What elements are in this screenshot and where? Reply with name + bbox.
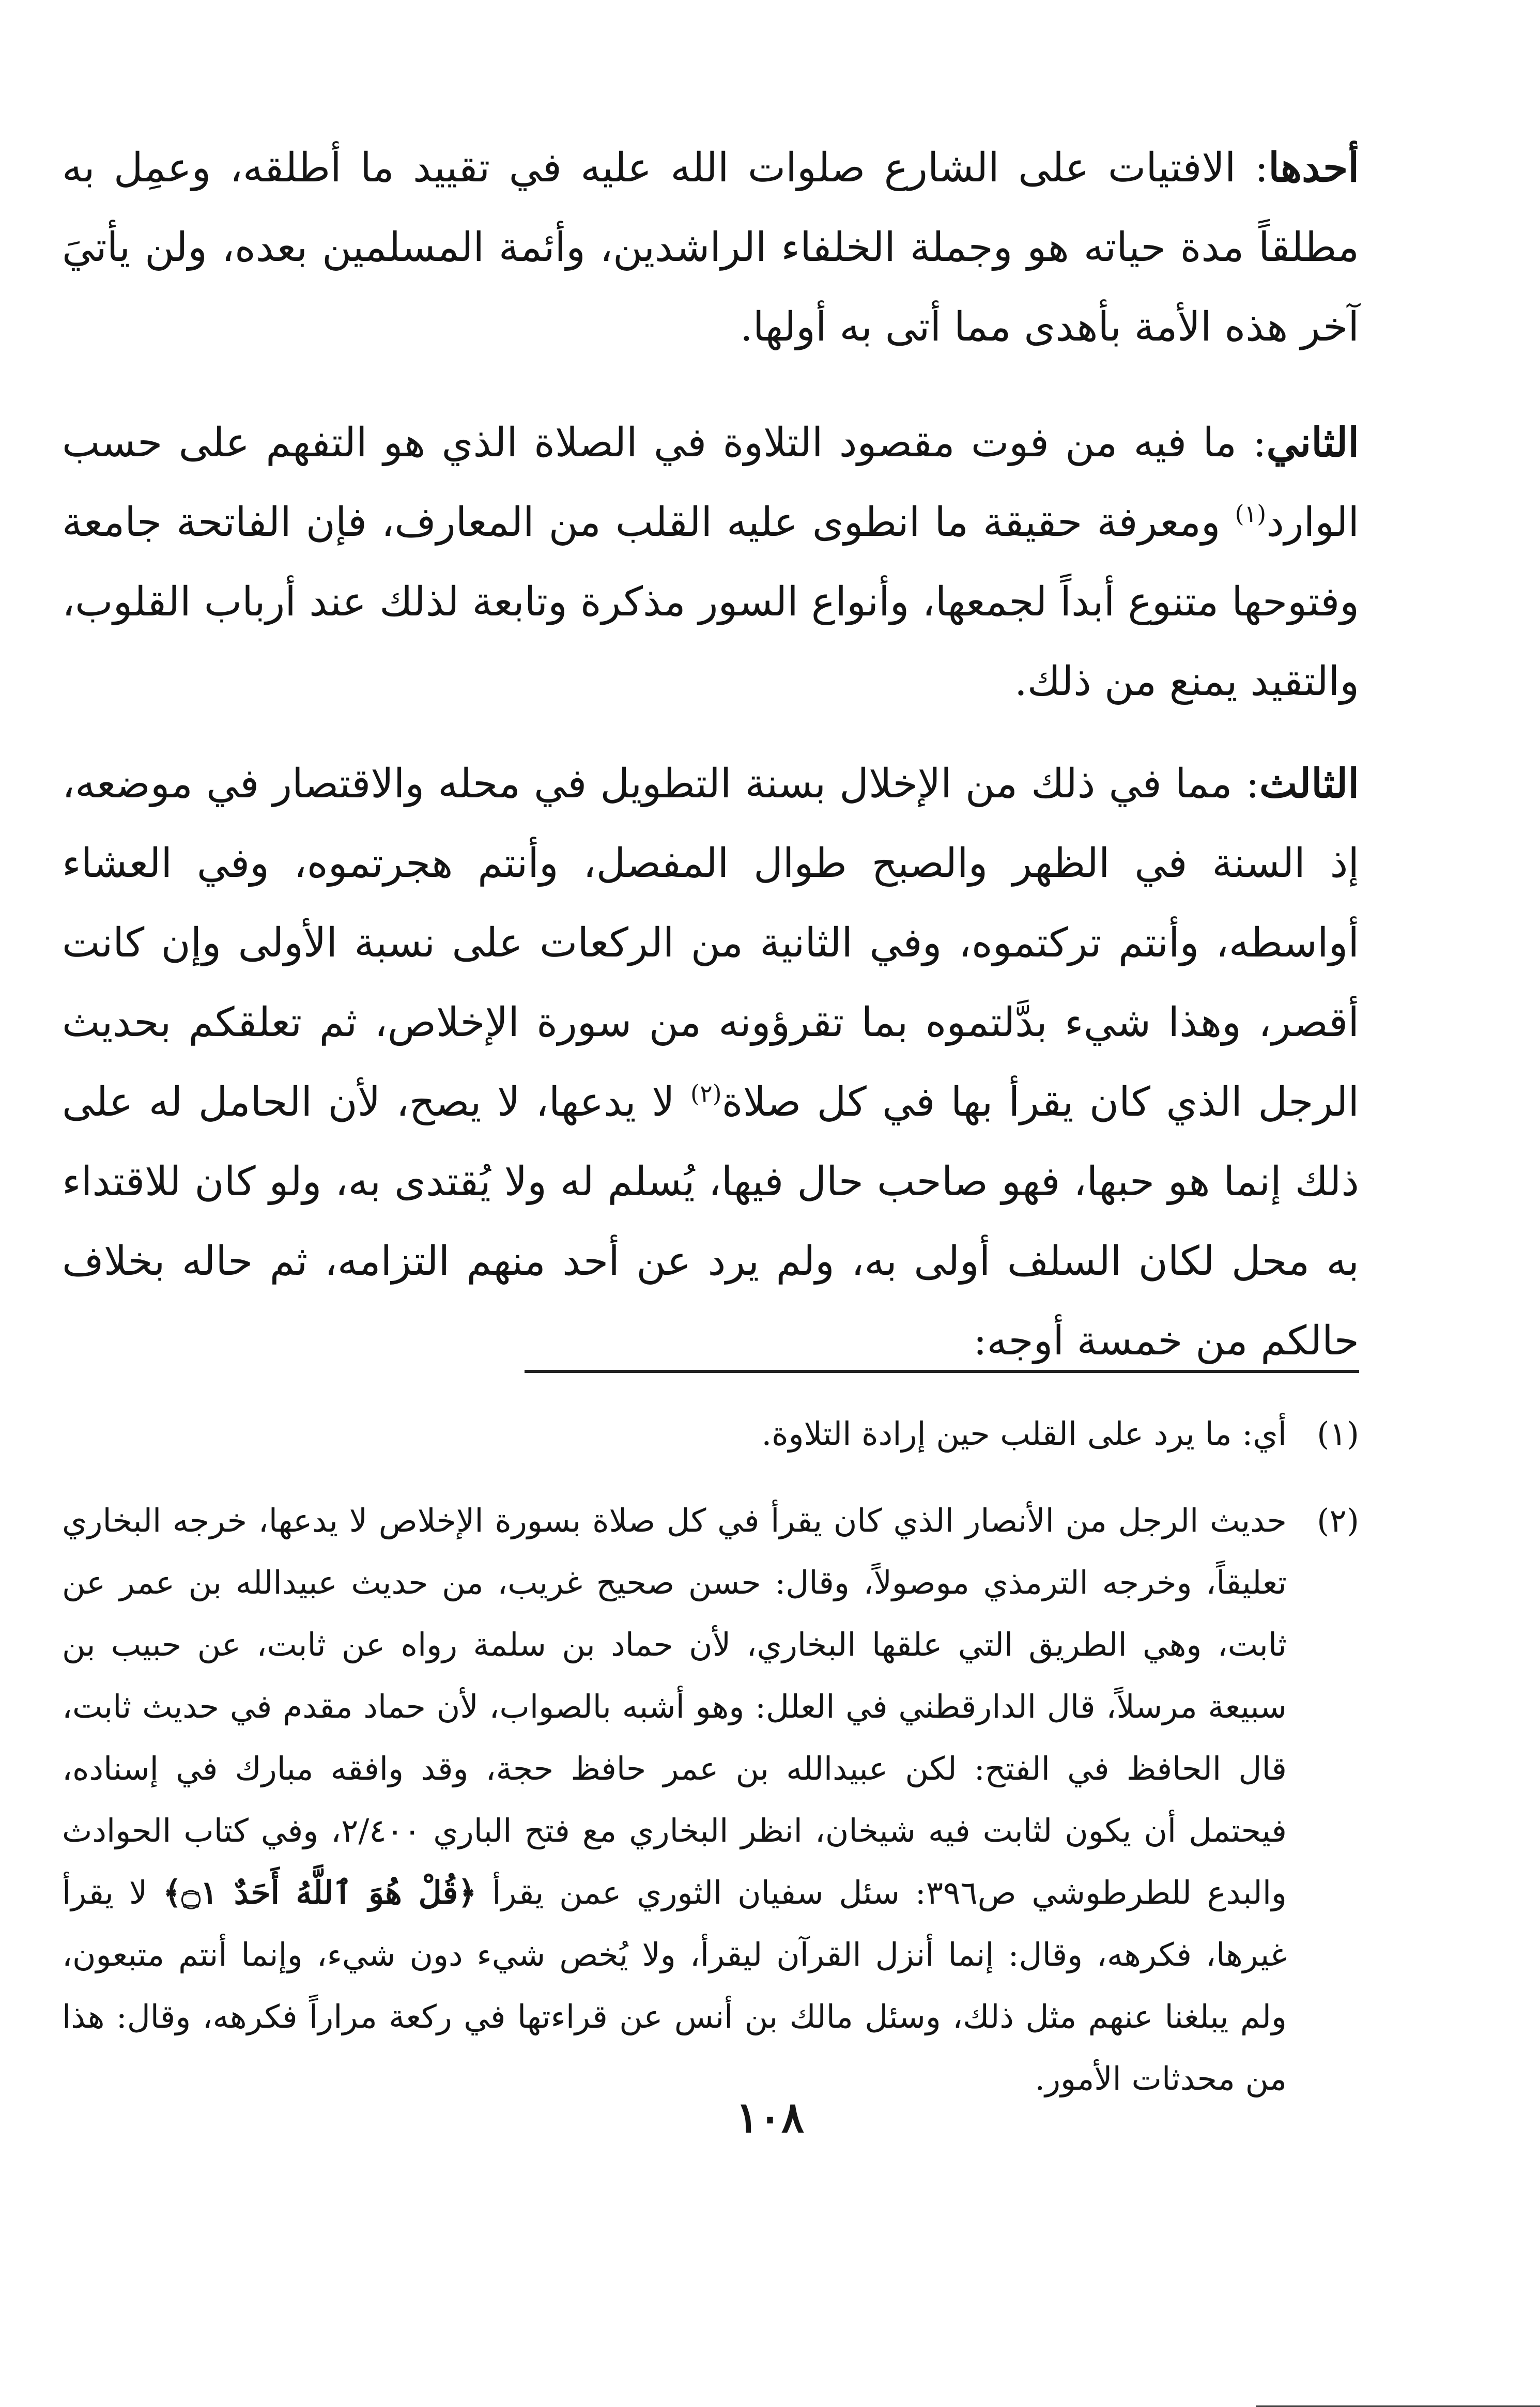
paragraph-text: الافتيات على الشارع صلوات الله عليه في تقييد ما أطلقه، وعمِل به مطلقاً مدة حياته هو وجملة الخلفاء الراشدين، وأئمة المسلمين بعده، ولن يأتيَ آخر هذه الأمة بأهدى مما أتى به أولها. <box>62 145 1359 350</box>
footnote-ref-1: (١) <box>1235 500 1267 528</box>
paragraph-text: مما في ذلك من الإخلال بسنة التطويل في محله والاقتصار في موضعه، إذ السنة في الظهر والصبح طوال المفصل، وأنتم هجرتموه، وفي العشاء أواسطه، وأنتم تركتموه، وفي الثانية من الركعات على نسبة الأولى وإن كانت أقصر، وهذا شيء بدَّلتموه بما تقرؤونه من سورة الإخلاص، ثم تعلقكم بحديث الرجل الذي كان يقرأ بها في كل صلاة <box>62 761 1359 1125</box>
paragraph-text: ما فيه من فوت مقصود التلاوة في الصلاة الذي هو التفهم على حسب الوارد <box>62 420 1360 546</box>
paragraph-lead: الثالث <box>1259 760 1359 807</box>
footnote-text-part: حديث الرجل من الأنصار الذي كان يقرأ في كل صلاة بسورة الإخلاص لا يدعها، خرجه البخاري تعليقاً، وخرجه الترمذي موصولاً، وقال: حسن صحيح غريب، من حديث عبيدالله بن عمر عن ثابت، وهي الطريق التي علقها البخاري، لأن حماد بن سلمة رواه عن ثابت، عن حبيب بن سبيعة مرسلاً، قال الدارقطني في العلل: وهو أشبه بالصواب، لأن حماد مقدم في حديث ثابت، قال الحافظ في الفتح: لكن عبيدالله بن عمر حافظ حجة، وقد وافقه مبارك في إسناده، فيحتمل أن يكون لثابت فيه شيخان، انظر البخاري مع فتح الباري ٢/٤٠٠، وفي كتاب الحوادث والبدع للطرطوشي ص٣٩٦: سئل سفيان الثوري عمن يقرأ <box>62 1502 1287 1911</box>
paragraph-text: ومعرفة حقيقة ما انطوى عليه القلب من المعارف، فإن الفاتحة جامعة وفتوحها متنوع أبداً لجمعها، وأنواع السور مذكرة وتابعة لذلك عند أرباب القلوب، والتقيد يمنع من ذلك. <box>62 499 1359 705</box>
footnote-divider <box>525 1370 1359 1373</box>
lead-separator: : <box>1237 420 1267 466</box>
footnote-ref-2: (٢) <box>690 1079 722 1107</box>
paragraph-third-reason <box>62 744 1359 1381</box>
paragraph-lead: أحدها <box>1268 144 1359 191</box>
page-number: ١٠٨ <box>735 2093 805 2142</box>
footnote-text-part: لا يقرأ غيرها، فكرهه، وقال: إنما أنزل القرآن ليقرأ، ولا يُخص شيء دون شيء، وإنما أنتم متبعون، ولم يبلغنا عنهم مثل ذلك، وسئل مالك بن أنس عن قراءتها في ركعة مراراً فكرهه، وقال: هذا من محدثات الأمور. <box>62 1874 1287 2097</box>
paragraph-lead: الثاني <box>1266 419 1359 466</box>
paragraph-second-reason <box>62 403 1359 721</box>
paragraph-first-reason <box>62 128 1359 367</box>
footnote-2 <box>62 1490 1359 2110</box>
footnote-text <box>62 1490 1287 2110</box>
footnote-number: (٢) <box>1317 1502 1359 1539</box>
lead-separator: : <box>1236 145 1269 191</box>
footnote-text: أي: ما يرد على القلب حين إرادة التلاوة. <box>761 1415 1287 1453</box>
quran-verse: ﴿قُلْ هُوَ ٱللَّهُ أَحَدٌ ۝١﴾ <box>163 1874 477 1911</box>
footnote-number: (١) <box>1317 1415 1359 1453</box>
lead-separator: : <box>1232 761 1259 807</box>
paragraph-text: لا يدعها، لا يصح، لأن الحامل له على ذلك إنما هو حبها، فهو صاحب حال فيها، يُسلم له ولا يُقتدى به، ولو كان للاقتداء به محل لكان السلف أولى به، ولم يرد عن أحد منهم التزامه، ثم حاله بخلاف حالكم من خمسة أوجه: <box>62 1079 1359 1364</box>
footnote-1 <box>62 1403 1359 1465</box>
